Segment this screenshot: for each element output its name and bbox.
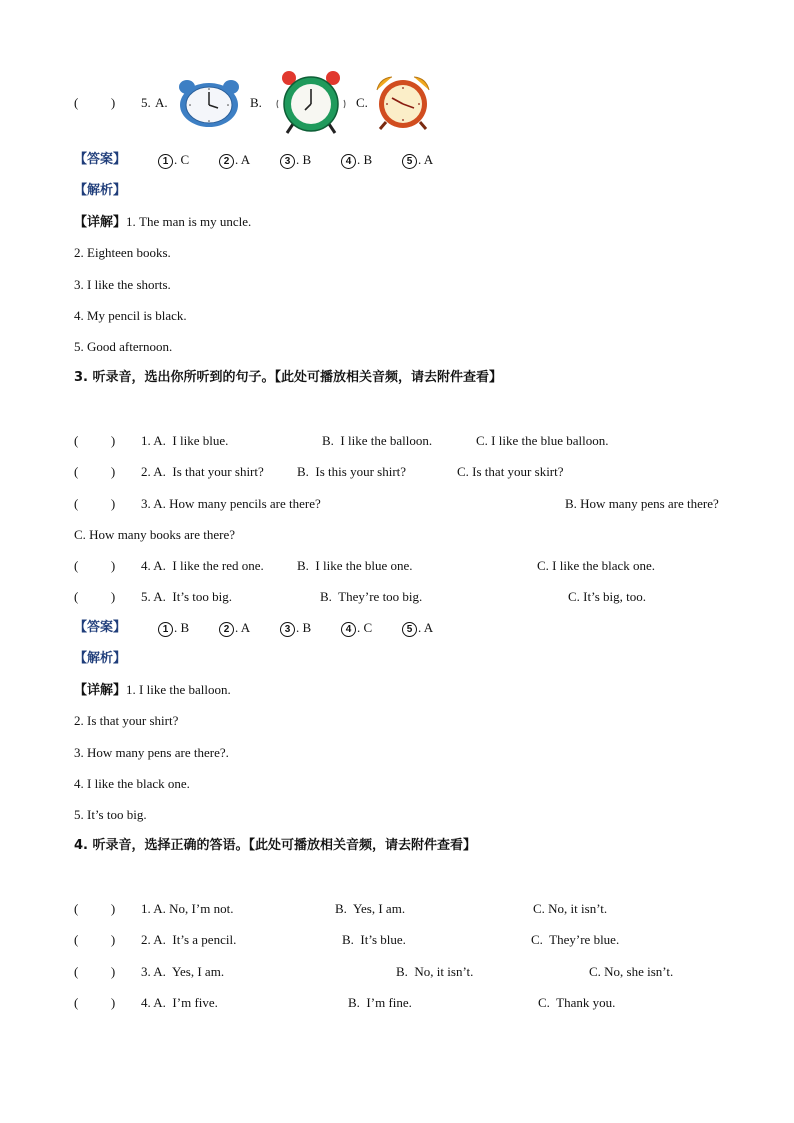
circled-number: 5: [402, 622, 417, 637]
option-c: C. How many books are there?: [74, 527, 236, 542]
answer-value: . A: [235, 620, 251, 635]
option-c: C. I like the blue balloon.: [476, 433, 609, 448]
circled-number: 3: [280, 622, 295, 637]
answer-item: [280, 152, 311, 169]
answer-value: . A: [418, 152, 434, 167]
option-b: B. No, it isn’t.: [396, 964, 474, 979]
detail-label: 【详解】: [74, 682, 127, 697]
option-a: 1. A. No, I’m not.: [141, 901, 234, 916]
option-a: 4. A. I like the red one.: [141, 558, 264, 573]
analysis-label: 【解析】: [74, 183, 127, 198]
option-a: 2. A. Is that your shirt?: [141, 464, 264, 479]
answer-paren[interactable]: ( ): [74, 464, 116, 479]
answer-value: . B: [357, 152, 373, 167]
section-title: 3. 听录音，选出你所听到的句子。【此处可播放相关音频，请去附件查看】: [74, 370, 503, 385]
circled-number: 1: [158, 622, 173, 637]
option-c: C. They’re blue.: [531, 932, 620, 947]
option-a-label: A.: [155, 95, 168, 110]
circled-number: 4: [341, 154, 356, 169]
option-c: C. Thank you.: [538, 995, 616, 1010]
option-c-label: C.: [356, 95, 368, 110]
answer-value: . B: [296, 152, 312, 167]
question-number: 5.: [141, 95, 151, 110]
detail-line: 3. How many pens are there?.: [74, 745, 229, 760]
answer-item: [158, 152, 189, 169]
analysis-label: 【解析】: [74, 651, 127, 666]
answer-paren[interactable]: ( ): [74, 995, 116, 1010]
detail-line: [74, 214, 251, 230]
option-a: 2. A. It’s a pencil.: [141, 932, 237, 947]
answer-item: [402, 620, 433, 637]
answer-paren[interactable]: ( ): [74, 433, 116, 448]
detail-line: 4. I like the black one.: [74, 776, 190, 791]
detail-line: 5. Good afternoon.: [74, 339, 173, 354]
detail-line: 5. It’s too big.: [74, 807, 147, 822]
answer-paren[interactable]: ( ): [74, 932, 116, 947]
answer-paren[interactable]: ( ): [74, 589, 116, 604]
option-c: C. No, it isn’t.: [533, 901, 608, 916]
option-b: B. It’s blue.: [342, 932, 406, 947]
circled-number: 2: [219, 622, 234, 637]
detail-line: [74, 682, 231, 698]
answer-item: [158, 620, 189, 637]
answer-paren[interactable]: ( ): [74, 964, 116, 979]
answer-value: . B: [296, 620, 312, 635]
detail-text: 1. I like the balloon.: [126, 682, 231, 697]
answer-value: . B: [174, 620, 190, 635]
detail-line: 2. Eighteen books.: [74, 245, 171, 260]
option-b: B. I like the balloon.: [322, 433, 433, 448]
option-c: C. It’s big, too.: [568, 589, 647, 604]
answer-label: 【答案】: [74, 620, 127, 635]
option-b: B. How many pens are there?: [565, 496, 719, 511]
option-a: 3. A. Yes, I am.: [141, 964, 225, 979]
answer-paren[interactable]: ( ): [74, 95, 116, 110]
answer-item: [402, 152, 433, 169]
circled-number: 1: [158, 154, 173, 169]
answer-item: [219, 620, 250, 637]
detail-line: 3. I like the shorts.: [74, 277, 171, 292]
answer-value: . A: [418, 620, 434, 635]
option-b-label: B.: [250, 95, 262, 110]
option-a: 3. A. How many pencils are there?: [141, 496, 321, 511]
option-a: 1. A. I like blue.: [141, 433, 229, 448]
detail-label: 【详解】: [74, 214, 127, 229]
answer-value: . C: [357, 620, 373, 635]
answer-paren[interactable]: ( ): [74, 901, 116, 916]
detail-text: 1. The man is my uncle.: [126, 214, 252, 229]
detail-line: 2. Is that your shirt?: [74, 713, 179, 728]
answer-label: 【答案】: [74, 152, 127, 167]
option-b: B. They’re too big.: [320, 589, 423, 604]
section-title: 4. 听录音，选择正确的答语。【此处可播放相关音频，请去附件查看】: [74, 838, 477, 853]
answer-paren[interactable]: ( ): [74, 496, 116, 511]
answer-item: [219, 152, 250, 169]
option-b: B. Yes, I am.: [335, 901, 406, 916]
option-c: C. Is that your skirt?: [457, 464, 564, 479]
circled-number: 5: [402, 154, 417, 169]
answer-item: [280, 620, 311, 637]
option-b: B. I like the blue one.: [297, 558, 413, 573]
option-c: C. I like the black one.: [537, 558, 656, 573]
answer-paren[interactable]: ( ): [74, 558, 116, 573]
green-alarm-clock-icon[interactable]: [275, 70, 347, 134]
circled-number: 4: [341, 622, 356, 637]
circled-number: 2: [219, 154, 234, 169]
option-c: C. No, she isn’t.: [589, 964, 674, 979]
circled-number: 3: [280, 154, 295, 169]
answer-value: . C: [174, 152, 190, 167]
option-b: B. Is this your shirt?: [297, 464, 407, 479]
answer-item: [341, 152, 372, 169]
answer-value: . A: [235, 152, 251, 167]
detail-line: 4. My pencil is black.: [74, 308, 187, 323]
blue-alarm-clock-icon[interactable]: [178, 78, 240, 128]
orange-alarm-clock-icon[interactable]: [372, 72, 434, 130]
option-a: 5. A. It’s too big.: [141, 589, 233, 604]
answer-item: [341, 620, 372, 637]
option-a: 4. A. I’m five.: [141, 995, 218, 1010]
option-b: B. I’m fine.: [348, 995, 412, 1010]
